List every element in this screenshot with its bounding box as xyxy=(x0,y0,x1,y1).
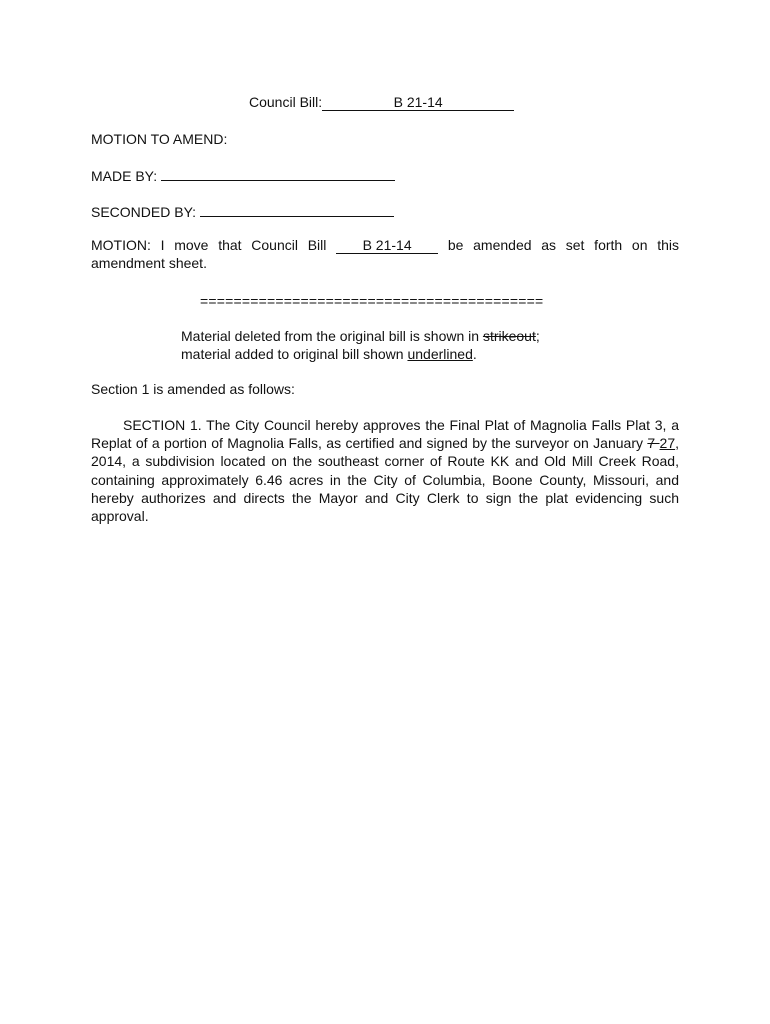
legend-text: Material deleted from the original bill is shown in xyxy=(181,328,483,344)
made-by-row xyxy=(91,166,395,185)
motion-prefix: MOTION: I move that Council Bill xyxy=(91,237,327,253)
made-by-blank-line xyxy=(161,166,395,181)
council-bill-heading xyxy=(249,93,514,111)
separator-line: ========================================= xyxy=(200,293,544,309)
motion-suffix: be amended as set forth on this amendment sheet. xyxy=(91,237,680,271)
legend-punct: . xyxy=(472,346,477,362)
section-1-paragraph xyxy=(91,416,679,525)
section-text: SECTION 1. The City Council hereby approves the Final Plat of Magnolia Falls Plat 3, a Replat of a portion of Magnolia Falls, as certified and signed by the surveyor on January xyxy=(91,417,679,452)
underline-sample: underlined xyxy=(407,346,473,362)
council-bill-number: B 21-14 xyxy=(322,94,514,111)
strikeout-sample: strikeout xyxy=(482,328,536,344)
motion-to-amend-label: MOTION TO AMEND: xyxy=(91,131,228,147)
section-intro: Section 1 is amended as follows: xyxy=(91,381,295,397)
legend-text: material added to original bill shown xyxy=(181,346,408,362)
legend-line-1 xyxy=(181,327,540,345)
seconded-by-row xyxy=(91,202,394,221)
council-bill-label: Council Bill: xyxy=(249,94,323,110)
added-text: 27 xyxy=(659,435,676,452)
section-text: , 2014, a subdivision located on the southeast corner of Route KK and Old Mill Creek Road, containing approximately 6.46 acres in the City of Columbia, Boone County, Missouri, and hereby authorizes and directs the Mayor and City Clerk to sign the plat evidencing such approval. xyxy=(91,435,679,525)
seconded-by-label: SECONDED BY: xyxy=(91,204,197,220)
legend-punct: ; xyxy=(535,328,540,344)
legend-line-2 xyxy=(181,345,477,363)
motion-bill-number: B 21-14 xyxy=(336,237,438,254)
motion-paragraph xyxy=(91,236,679,272)
deleted-text: 7 xyxy=(647,435,660,452)
made-by-label: MADE BY: xyxy=(91,168,158,184)
seconded-by-blank-line xyxy=(200,202,394,217)
